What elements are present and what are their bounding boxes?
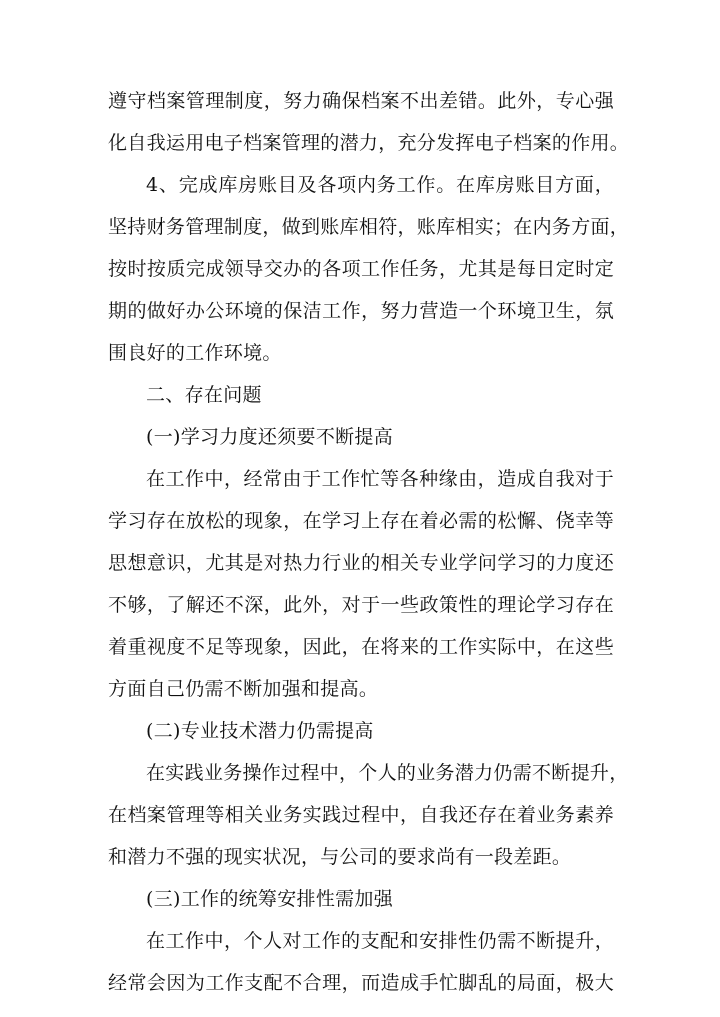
text-line: 学习存在放松的现象，在学习上存在着必需的松懈、侥幸等 (108, 510, 614, 532)
text-line: 化自我运用电子档案管理的潜力，充分发挥电子档案的作用。 (108, 132, 630, 154)
text-line: 4、完成库房账目及各项内务工作。在库房账目方面， (146, 174, 614, 196)
text-line: 在实践业务操作过程中，个人的业务潜力仍需不断提升， (146, 762, 629, 784)
text-line: 期的做好办公环境的保洁工作，努力营造一个环境卫生，氛 (108, 300, 614, 322)
subsection-heading: (二)专业技术潜力仍需提高 (146, 720, 374, 742)
text-line: 经常会因为工作支配不合理，而造成手忙脚乱的局面，极大 (108, 972, 614, 994)
subsection-heading: (三)工作的统筹安排性需加强 (146, 888, 394, 910)
text-line: 方面自己仍需不断加强和提高。 (108, 678, 379, 700)
text-line: 和潜力不强的现实状况，与公司的要求尚有一段差距。 (108, 846, 572, 868)
text-line: 在工作中，个人对工作的支配和安排性仍需不断提升， (146, 930, 614, 952)
text-line: 围良好的工作环境。 (108, 342, 282, 364)
subsection-heading: (一)学习力度还须要不断提高 (146, 426, 394, 448)
text-line: 按时按质完成领导交办的各项工作任务，尤其是每日定时定 (108, 258, 614, 280)
section-heading: 二、存在问题 (146, 384, 262, 406)
text-line: 思想意识，尤其是对热力行业的相关专业学问学习的力度还 (108, 552, 614, 574)
text-line: 坚持财务管理制度，做到账库相符，账库相实；在内务方面， (108, 216, 630, 238)
text-line: 在工作中，经常由于工作忙等各种缘由，造成自我对于 (146, 468, 614, 490)
text-line: 在档案管理等相关业务实践过程中，自我还存在着业务素养 (108, 804, 614, 826)
text-line: 遵守档案管理制度，努力确保档案不出差错。此外，专心强 (108, 90, 614, 112)
text-line: 着重视度不足等现象，因此，在将来的工作实际中，在这些 (108, 636, 614, 658)
text-line: 不够，了解还不深，此外，对于一些政策性的理论学习存在 (108, 594, 614, 616)
